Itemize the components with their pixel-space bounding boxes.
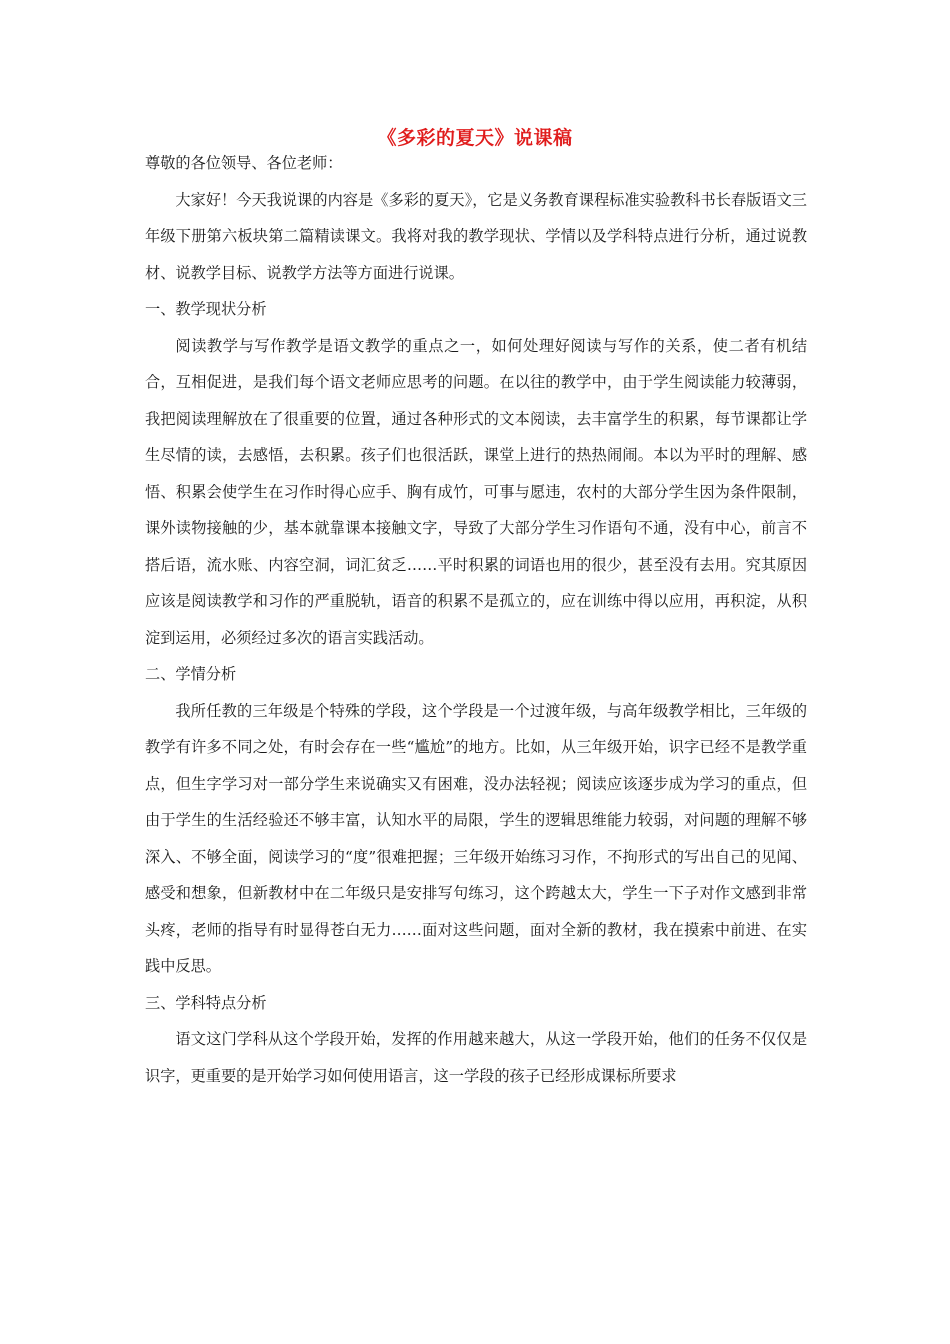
section-heading-learner-analysis: 二、学情分析 (145, 665, 237, 683)
document-title: 《多彩的夏天》说课稿 (377, 127, 573, 149)
section-paragraph-learner-analysis: 我所任教的三年级是个特殊的学段，这个学段是一个过渡年级，与高年级教学相比，三年级的教学有许多不同之处，有时会存在一些“尴尬”的地方。比如，从三年级开始，识字已经不是教学重点，但生字学习对一部分学生来说确实又有困难，没办法轻视；阅读应该逐步成为学习的重点，但由于学生的生活经验还不够丰富，认知水平的局限，学生的逻辑思维能力较弱，对问题的理解不够深入、不够全面，阅读学习的“度”很难把握；三年级开始练习习作，不拘形式的写出自己的见闻、感受和想象，但新教材中在二年级只是安排写句练习，这个跨越太大，学生一下子对作文感到非常头疼，老师的指导有时显得苍白无力……面对这些问题，面对全新的教材，我在摸索中前进、在实践中反思。 (145, 701, 807, 975)
section-paragraph-teaching-status: 阅读教学与写作教学是语文教学的重点之一，如何处理好阅读与写作的关系，使二者有机结合，互相促进，是我们每个语文老师应思考的问题。在以往的教学中，由于学生阅读能力较薄弱，我把阅读理解放在了很重要的位置，通过各种形式的文本阅读，去丰富学生的积累，每节课都让学生尽情的读，去感悟，去积累。孩子们也很活跃，课堂上进行的热热闹闹。本以为平时的理解、感悟、积累会使学生在习作时得心应手、胸有成竹，可事与愿违，农村的大部分学生因为条件限制，课外读物接触的少，基本就靠课本接触文字，导致了大部分学生习作语句不通，没有中心，前言不搭后语，流水账、内容空洞，词汇贫乏……平时积累的词语也用的很少，甚至没有去用。究其原因应该是阅读教学和习作的严重脱轨，语音的积累不是孤立的，应在训练中得以应用，再积淀，从积淀到运用，必须经过多次的语言实践活动。 (145, 336, 807, 647)
section-heading-teaching-status: 一、教学现状分析 (145, 300, 267, 318)
document-body (145, 145, 807, 1094)
intro-paragraph: 大家好！今天我说课的内容是《多彩的夏天》，它是义务教育课程标准实验教科书长春版语文三年级下册第六板块第二篇精读课文。我将对我的教学现状、学情以及学科特点进行分析，通过说教材、说教学目标、说教学方法等方面进行说课。 (145, 190, 807, 282)
section-heading-subject-features: 三、学科特点分析 (145, 993, 267, 1012)
section-paragraph-subject-features: 语文这门学科从这个学段开始，发挥的作用越来越大，从这一学段开始，他们的任务不仅仅是识字，更重要的是开始学习如何使用语言，这一学段的孩子已经形成课标所要求 (145, 1030, 807, 1085)
salutation: 尊敬的各位领导、各位老师： (145, 154, 343, 172)
